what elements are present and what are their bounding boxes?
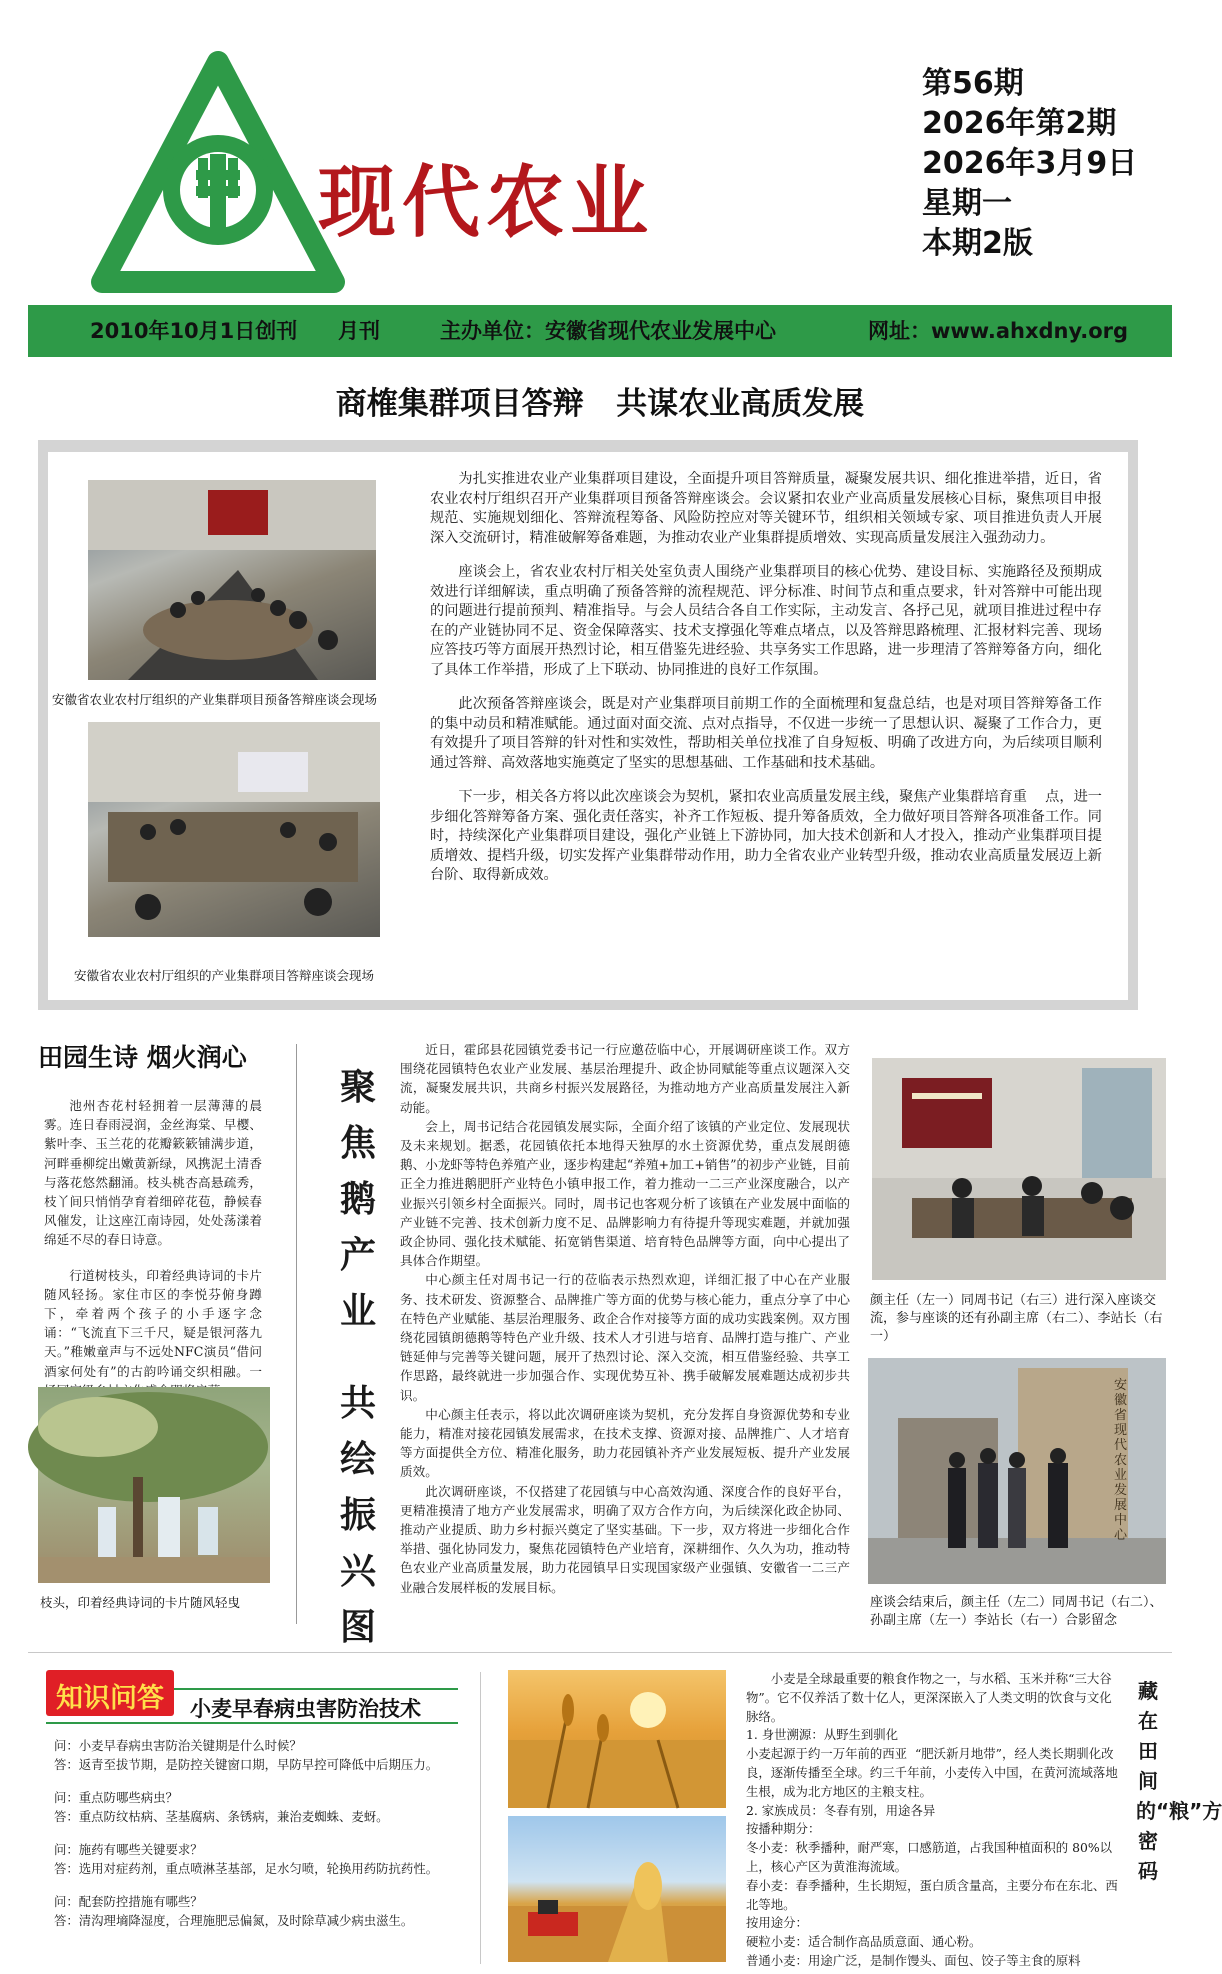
wheat-line: 小麦起源于约一万年前的西亚 “肥沃新月地带”，经人类长期驯化改良，逐渐传播至全球。约三千年前，小麦传入中国，在黄河流域落地生根，成为北方地区的主粮支柱。 [746, 1746, 1118, 1799]
lead-article-body [430, 470, 1102, 901]
goose-paragraph: 近日，霍邱县花园镇党委书记一行应邀莅临中心，开展调研座谈工作。双方围绕花园镇特色农业产业发展、基层治理提升、政企协同赋能等重点议题深入交流，凝聚发展共识，共商乡村振兴发展路径，为推动地方产业高质量发展注入新动能。 [400, 1042, 850, 1115]
goose-paragraph: 会上，周书记结合花园镇发展实际，全面介绍了该镇的产业定位、发展现状及未来规划。据悉，花园镇依托本地得天独厚的水土资源优势，重点发展朗德鹅、小龙虾等特色养殖产业，逐步构建起“养殖+加工+销售”的初步产业链，目前正全力推进鹅肥肝产业特色小镇申报工作，着力推动一二三产业深度融合，以产业振兴引领乡村全面振兴。同时，周书记也客观分析了该镇在产业发展中面临的产业链不完善、技术创新力度不足、品牌影响力有待提升等现实难题，并就加强政企协同、强化技术赋能、拓宽销售渠道、培育特色品牌等方面，向中心提出了具体合作期望。 [400, 1118, 850, 1269]
lead-paragraph: 座谈会上，省农业农村厅相关处室负责人围绕产业集群项目的核心优势、建设目标、实施路径及预期成效进行详细解读，重点明确了预备答辩的流程规范、评分标准、时间节点和重点要求，针对答辩中可能出现的问题进行提前预判、精准指导。与会人员结合各自工作实际，主动发言、各抒己见，就项目推进过程中存在的产业链协同不足、资金保障落实、技术支撑强化等难点堵点，以及答辩思路梳理、汇报材料完善、现场应答技巧等方面展开热烈讨论，相互借鉴先进经验、共享务实工作思路，进一步理清了答辩筹备方向，细化了具体工作举措，形成了上下联动、协同推进的良好工作氛围。 [430, 564, 1102, 678]
goose-photo-2-caption: 座谈会结束后，颜主任（左二）同周书记（右二）、孙副主席（左一）李站长（右一）合影留念 [870, 1595, 1163, 1628]
qa-title-bar [174, 1688, 458, 1690]
issue-info [922, 64, 1162, 264]
lead-headline: 商榷集群项目答辩 共谋农业高质发展 [335, 386, 865, 422]
frequency: 月刊 [338, 319, 380, 343]
issue-year: 2026年第2期 [922, 106, 1117, 141]
founded-date: 2010年10月1日创刊 [90, 319, 298, 343]
goose-paragraph: 中心颜主任对周书记一行的莅临表示热烈欢迎，详细汇报了中心在产业服务、技术研发、资源整合、品牌推广等方面的优势与核心能力，重点分享了中心在特色产业赋能、基层治理服务、政企合作对接等方面的成功实践案例。双方围绕花园镇朗德鹅等特色产业升级、技术人才引进与培育、品牌打造与推广、产业链延伸与完善等关键问题，展开了热烈讨论、深入交流，相互借鉴经验、共享工作思路，最终就进一步加强合作、实现优势互补、携手破解发展难题达成初步共识。 [400, 1272, 850, 1403]
wheat-line: 硬粒小麦：适合制作高品质意面、通心粉。 [746, 1934, 982, 1950]
meeting-photo-2 [88, 722, 380, 937]
column-divider [296, 1044, 297, 1624]
logo-emblem [98, 58, 338, 286]
poem-article-title: 田园生诗 烟火润心 [38, 1043, 247, 1072]
qa-item [54, 1736, 474, 1774]
qa-question: 问：小麦早春病虫害防治关键期是什么时候？ [54, 1738, 302, 1753]
info-bar [28, 305, 1172, 357]
photo-2-caption: 安徽省农业农村厅组织的产业集群项目答辩座谈会现场 [74, 968, 375, 983]
wheat-photo-1 [508, 1670, 726, 1808]
goose-photo-2-sign: 安徽省现代农业发展中心 [1114, 1378, 1128, 1543]
goose-article-body [400, 1040, 850, 1597]
lead-paragraph: 此次预备答辩座谈会，既是对产业集群项目前期工作的全面梳理和复盘总结，也是对项目答辩筹备工作的集中动员和精准赋能。通过面对面交流、点对点指导，不仅进一步统一了思想认识、凝聚了工作合力，更有效提升了项目答辩的针对性和实效性，帮助相关单位找准了自身短板、明确了改进方向，为后续项目顺利通过答辩、高效落地实施奠定了坚实的思想基础、工作基础和技术基础。 [430, 696, 1102, 771]
issue-weekday: 星期一 [922, 186, 1012, 221]
qa-list [54, 1736, 474, 1944]
publication-title: 现代农业 [318, 157, 655, 248]
qa-answer: 答：选用对症药剂，重点喷淋茎基部，足水匀喷，轮换用药防抗药性。 [54, 1861, 439, 1876]
goose-photo-2 [868, 1358, 1166, 1584]
wheat-line: 小麦是全球最重要的粮食作物之一，与水稻、玉米并称“三大谷物”。它不仅养活了数十亿人，更深深嵌入了人类文明的饮食与文化脉络。 [746, 1671, 1112, 1724]
qa-title: 小麦早春病虫害防治技术 [190, 1697, 421, 1721]
goose-paragraph: 中心颜主任表示，将以此次调研座谈为契机，充分发挥自身资源优势和专业能力，精准对接花园镇发展需求，在技术支撑、资源对接、品牌推广、人才培育等方面提供全方位、精准化服务，助力花园镇补齐产业发展短板、提升产业发展质效。 [400, 1406, 850, 1480]
lead-paragraph: 为扎实推进农业产业集群项目建设，全面提升项目答辩质量，凝聚发展共识、细化推进举措，近日，省农业农村厅组织召开产业集群项目预备答辩座谈会。会议紧扣农业产业高质量发展核心目标，聚焦项目申报规范、实施规划细化、答辩流程筹备、风险防控应对等关键环节，组织相关领域专家、项目推进负责人开展深入交流研讨，精准破解筹备难题，为推动农业产业集群提质增效、实现高质量发展注入强劲动力。 [430, 471, 1102, 546]
qa-question: 问：施药有哪些关键要求？ [54, 1842, 203, 1857]
wheat-line: 普通小麦：用途广泛，是制作馒头、面包、饺子等主食的原料 [746, 1952, 1081, 1968]
qa-question: 问：配套防控措施有哪些？ [54, 1894, 203, 1909]
meeting-photo-1 [88, 480, 376, 680]
qa-item [54, 1788, 474, 1826]
issue-number: 第56期 [922, 66, 1024, 101]
poem-paragraph: 池州杏花村轻拥着一层薄薄的晨雾。连日春雨浸润，金丝海棠、早樱、紫叶李、玉兰花的花瓣簌簌铺满步道，河畔垂柳绽出嫩黄新绿，风携泥土清香与落花悠然翻涌。枝头桃杏高悬疏秀，枝丫间只悄悄孕育着细碎花苞，静候春风催发，让这座江南诗园，处处荡漾着绵延不尽的春日诗意。 [44, 1098, 262, 1248]
qa-divider [480, 1672, 481, 1964]
qa-tag-label: 知识问答 [56, 1683, 164, 1714]
qa-item [54, 1892, 474, 1930]
qa-question: 问：重点防哪些病虫？ [54, 1790, 178, 1805]
goose-photo-1-caption: 颜主任（左一）同周书记（右三）进行深入座谈交流，参与座谈的还有孙副主席（右二）、李站长（右一） [870, 1293, 1163, 1344]
wheat-article-body [746, 1670, 1120, 1971]
qa-underline [46, 1722, 458, 1724]
wheat-line: 冬小麦：秋季播种，耐严寒，口感筋道，占我国种植面积的 80%以上，核心产区为黄淮海流域。 [746, 1840, 1113, 1874]
poem-article-body [44, 1096, 262, 1400]
wheat-photo-2 [508, 1816, 726, 1962]
qa-answer: 答：返青至拔节期，是防控关键窗口期，早防早控可降低中后期压力。 [54, 1757, 439, 1772]
website-link[interactable]: 网址：www.ahxdny.org [868, 319, 1129, 343]
goose-paragraph: 此次调研座谈，不仅搭建了花园镇与中心高效沟通、深度合作的良好平台，更精准摸清了地方产业发展需求，明确了双方合作方向，为后续深化政企协同、推动产业提质、助力乡村振兴奠定了坚实基础。下一步，双方将进一步细化合作举措、强化协同发力，聚焦花园镇特色产业培育，深耕细作、久久为功，推动特色农业产业高质量发展，助力花园镇早日实现国家级产业强镇、安徽省一二三产业融合发展样板的发展目标。 [400, 1483, 850, 1595]
issue-edition: 本期2版 [922, 226, 1033, 261]
poem-photo [38, 1387, 270, 1583]
qa-item [54, 1840, 474, 1878]
wheat-vertical-title: 藏在田间的“粮”方密码 [1136, 1679, 1222, 1883]
wheat-line: 按用途分： [746, 1915, 808, 1931]
issue-date: 2026年3月9日 [922, 146, 1138, 181]
lead-paragraph: 下一步，相关各方将以此次座谈会为契机，紧扣农业高质量发展主线，聚焦产业集群培育重 点，进一步细化答辩筹备方案、强化责任落实，补齐工作短板、提升筹备质效，全力做好项目答辩各项准备工作。同时，持续深化产业集群项目建设，强化产业链上下游协同，加大技术创新和人才投入，推动产业集群项目提质增效、提档升级，切实发挥产业集群带动作用，助力全省农业产业转型升级，推动农业高质量发展迈上新台阶、取得新成效。 [430, 789, 1102, 883]
wheat-line: 按播种期分： [746, 1821, 821, 1837]
qa-answer: 答：清沟理墒降湿度，合理施肥忌偏氮，及时除草减少病虫滋生。 [54, 1913, 414, 1928]
poem-photo-caption: 枝头，印着经典诗词的卡片随风轻曳 [40, 1595, 241, 1610]
poem-paragraph: 行道树枝头，印着经典诗词的卡片随风轻扬。家住市区的李悦芬俯身蹲下，牵着两个孩子的小手逐字念诵：“飞流直下三千尺，疑是银河落九天。”稚嫩童声与不远处NFC演员“借问酒家何处有”的古韵吟诵交织相融。一 [44, 1267, 262, 1379]
goose-photo-1 [872, 1058, 1166, 1280]
wheat-line: 2. 家族成员：冬春有别，用途各异 [746, 1802, 936, 1818]
sponsor: 主办单位：安徽省现代农业发展中心 [440, 319, 776, 343]
goose-vertical-title-bottom: 共绘振兴图 [339, 1383, 376, 1648]
qa-answer: 答：重点防纹枯病、茎基腐病、条锈病，兼治麦蜘蛛、麦蚜。 [54, 1809, 389, 1824]
photo-1-caption: 安徽省农业农村厅组织的产业集群项目预备答辩座谈会现场 [52, 692, 378, 707]
section-divider [28, 1652, 1172, 1653]
goose-vertical-title-top: 聚焦鹅产业 [339, 1067, 376, 1332]
wheat-line: 1. 身世溯源：从野生到驯化 [746, 1727, 899, 1743]
wheat-line: 春小麦：春季播种，生长期短，蛋白质含量高，主要分布在东北、西北等地。 [746, 1877, 1118, 1912]
masthead [0, 0, 1200, 300]
